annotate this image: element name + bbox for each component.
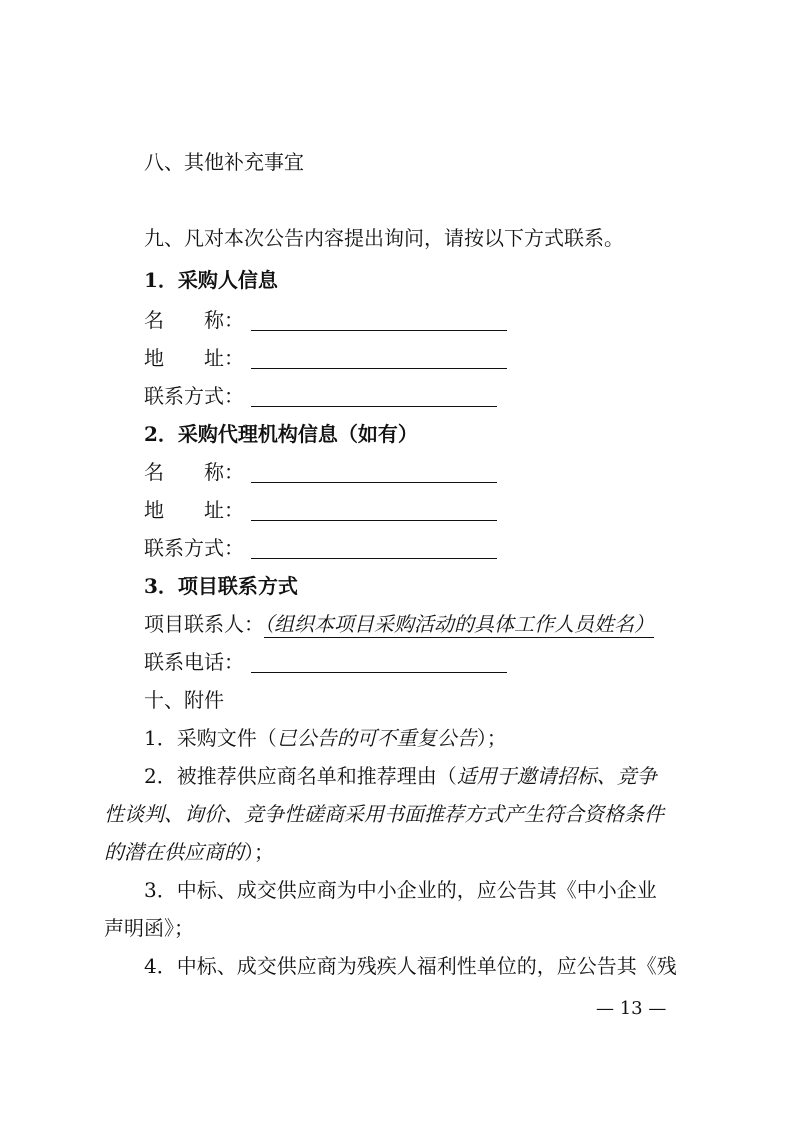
purchaser-name-blank[interactable]	[251, 308, 507, 331]
agency-contact-label: 联系方式：	[144, 536, 244, 560]
attachment-item-2-line-3	[104, 840, 274, 864]
purchaser-contact-blank[interactable]	[251, 384, 497, 407]
attachment-item-2-prefix: 2．被推荐供应商名单和推荐理由（	[144, 764, 457, 788]
purchaser-heading: 1．采购人信息	[144, 268, 278, 292]
attachment-item-1-suffix: ）；	[476, 726, 507, 750]
purchaser-address-label: 地 址：	[144, 346, 244, 370]
attachment-item-2-line-2: 性谈判、询价、竞争性磋商采用书面推荐方式产生符合资格条件	[104, 802, 664, 826]
attachment-item-4-line-1: 4．中标、成交供应商为残疾人福利性单位的，应公告其《残	[144, 954, 677, 978]
project-contact-person-label: 项目联系人：	[144, 612, 264, 636]
project-contact-person-value[interactable]: （组织本项目采购活动的具体工作人员姓名）	[264, 612, 654, 636]
attachment-item-2-note-3: 的潜在供应商的	[104, 840, 244, 864]
agency-name-label: 名 称：	[144, 460, 244, 484]
purchaser-contact-label: 联系方式：	[144, 384, 244, 408]
agency-contact-blank[interactable]	[251, 536, 497, 559]
project-contact-person-row	[144, 612, 654, 636]
attachment-item-1-note: 已公告的可不重复公告	[276, 726, 477, 750]
project-heading: 3．项目联系方式	[144, 574, 298, 598]
attachment-item-3-line-2: 声明函》；	[104, 916, 194, 940]
attachment-item-2-line-1	[144, 764, 657, 788]
agency-name-blank[interactable]	[251, 460, 497, 483]
attachment-item-1-prefix: 1．采购文件（	[144, 726, 277, 750]
attachment-item-2-note-1: 适用于邀请招标、竞争	[456, 764, 657, 788]
agency-address-blank[interactable]	[251, 498, 497, 521]
project-phone-blank[interactable]	[251, 650, 507, 673]
page-number: — 13 —	[596, 998, 667, 1019]
purchaser-name-label: 名 称：	[144, 308, 244, 332]
purchaser-address-blank[interactable]	[251, 346, 507, 369]
attachment-item-3-line-1: 3．中标、成交供应商为中小企业的，应公告其《中小企业	[144, 878, 657, 902]
attachment-item-2-suffix: ）；	[244, 840, 274, 864]
section-9-title: 九、凡对本次公告内容提出询问，请按以下方式联系。	[144, 226, 624, 250]
project-phone-label: 联系电话：	[144, 650, 244, 674]
attachment-item-1	[144, 726, 507, 750]
agency-address-label: 地 址：	[144, 498, 244, 522]
section-10-title: 十、附件	[144, 688, 224, 712]
agency-heading: 2．采购代理机构信息（如有）	[144, 422, 418, 446]
section-8-title: 八、其他补充事宜	[144, 150, 304, 174]
